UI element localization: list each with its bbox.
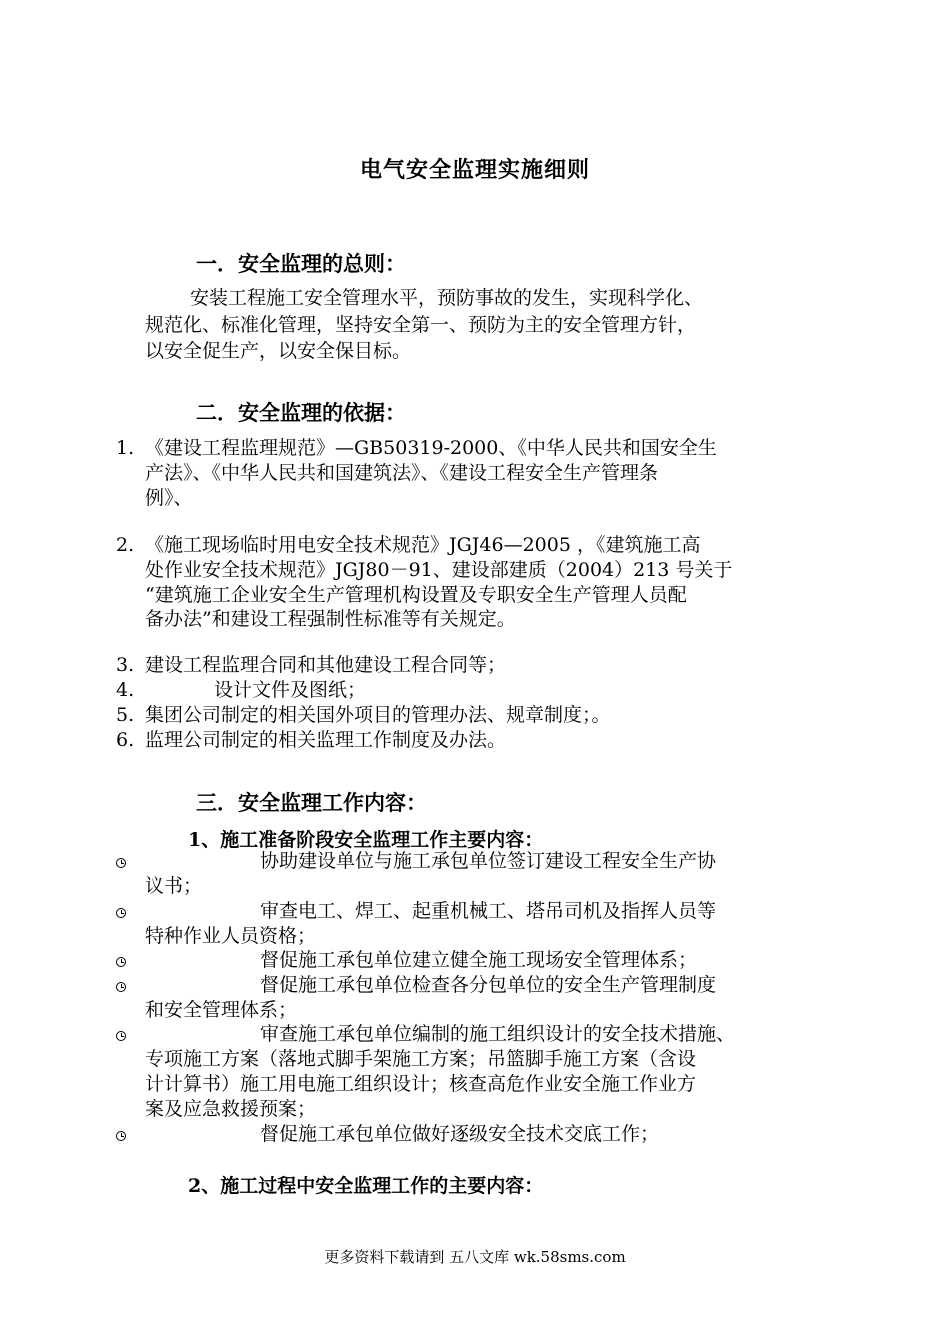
list-item-line: 监理公司制定的相关监理工作制度及办法。 bbox=[145, 729, 507, 751]
clock-bullet-icon bbox=[116, 908, 126, 918]
section3-heading: 三．安全监理工作内容： bbox=[196, 790, 427, 815]
list-item-line: 处作业安全技术规范》JGJ80－91、建设部建质（2004）213 号关于 bbox=[145, 559, 733, 581]
bullet-item-line: 特种作业人员资格； bbox=[145, 925, 317, 947]
bullet-item-line: 案及应急救援预案； bbox=[145, 1098, 317, 1120]
list-item-line: 建设工程监理合同和其他建设工程合同等； bbox=[145, 654, 507, 676]
footer-link[interactable]: 更多资料下载请到 五八文库 wk.58sms.com bbox=[324, 1248, 626, 1266]
bullet-item-line: 计计算书）施工用电施工组织设计；核查高危作业安全施工作业方 bbox=[145, 1073, 697, 1095]
clock-bullet-icon bbox=[116, 982, 126, 992]
list-item-line: 例》、 bbox=[145, 487, 193, 509]
section2-heading: 二．安全监理的依据： bbox=[196, 400, 406, 425]
section1-line-2: 规范化、标准化管理，坚持安全第一、预防为主的安全管理方针， bbox=[145, 314, 697, 336]
section1-line-3: 以安全促生产，以安全保目标。 bbox=[145, 340, 412, 362]
bullet-item-line: 专项施工方案（落地式脚手架施工方案；吊篮脚手施工方案（含设 bbox=[145, 1048, 697, 1070]
list-item-line: 集团公司制定的相关国外项目的管理办法、规章制度；。 bbox=[145, 704, 611, 726]
list-number: 4. bbox=[116, 679, 135, 701]
clock-bullet-icon bbox=[116, 1031, 126, 1041]
list-item-line: “建筑施工企业安全生产管理机构设置及专职安全生产管理人员配 bbox=[145, 584, 687, 606]
bullet-item-line: 督促施工承包单位做好逐级安全技术交底工作； bbox=[260, 1123, 660, 1145]
clock-bullet-icon bbox=[116, 1131, 126, 1141]
bullet-item-line: 审查电工、焊工、起重机械工、塔吊司机及指挥人员等 bbox=[260, 900, 717, 922]
clock-bullet-icon bbox=[116, 858, 126, 868]
section1-heading: 一．安全监理的总则： bbox=[196, 251, 406, 276]
bullet-item-line: 督促施工承包单位建立健全施工现场安全管理体系； bbox=[260, 949, 698, 971]
list-item-line: 产法》、《中华人民共和国建筑法》、《建设工程安全生产管理条 bbox=[145, 462, 659, 484]
bullet-item-line: 和安全管理体系； bbox=[145, 999, 298, 1021]
list-number: 6. bbox=[116, 729, 135, 751]
list-number: 1. bbox=[116, 437, 135, 459]
list-number: 3. bbox=[116, 654, 135, 676]
list-item-line: 设计文件及图纸； bbox=[214, 679, 367, 701]
list-number: 2. bbox=[116, 534, 135, 556]
subsection2-heading: 2、施工过程中安全监理工作的主要内容： bbox=[188, 1175, 544, 1197]
list-item-line: 备办法”和建设工程强制性标准等有关规定。 bbox=[145, 608, 516, 630]
list-item-line: 《建设工程监理规范》—GB50319-2000、《中华人民共和国安全生 bbox=[145, 437, 717, 459]
list-number: 5. bbox=[116, 704, 135, 726]
clock-bullet-icon bbox=[116, 957, 126, 967]
subsection1-heading: 1、施工准备阶段安全监理工作主要内容： bbox=[188, 829, 544, 851]
bullet-item-line: 协助建设单位与施工承包单位签订建设工程安全生产协 bbox=[260, 850, 717, 872]
page-title: 电气安全监理实施细则 bbox=[359, 157, 590, 183]
section1-line-1: 安装工程施工安全管理水平，预防事故的发生，实现科学化、 bbox=[190, 287, 704, 309]
list-item-line: 《施工现场临时用电安全技术规范》JGJ46—2005 ，《建筑施工高 bbox=[145, 534, 701, 556]
bullet-item-line: 议书； bbox=[145, 875, 203, 897]
bullet-item-line: 审查施工承包单位编制的施工组织设计的安全技术措施、 bbox=[260, 1023, 736, 1045]
bullet-item-line: 督促施工承包单位检查各分包单位的安全生产管理制度 bbox=[260, 974, 717, 996]
